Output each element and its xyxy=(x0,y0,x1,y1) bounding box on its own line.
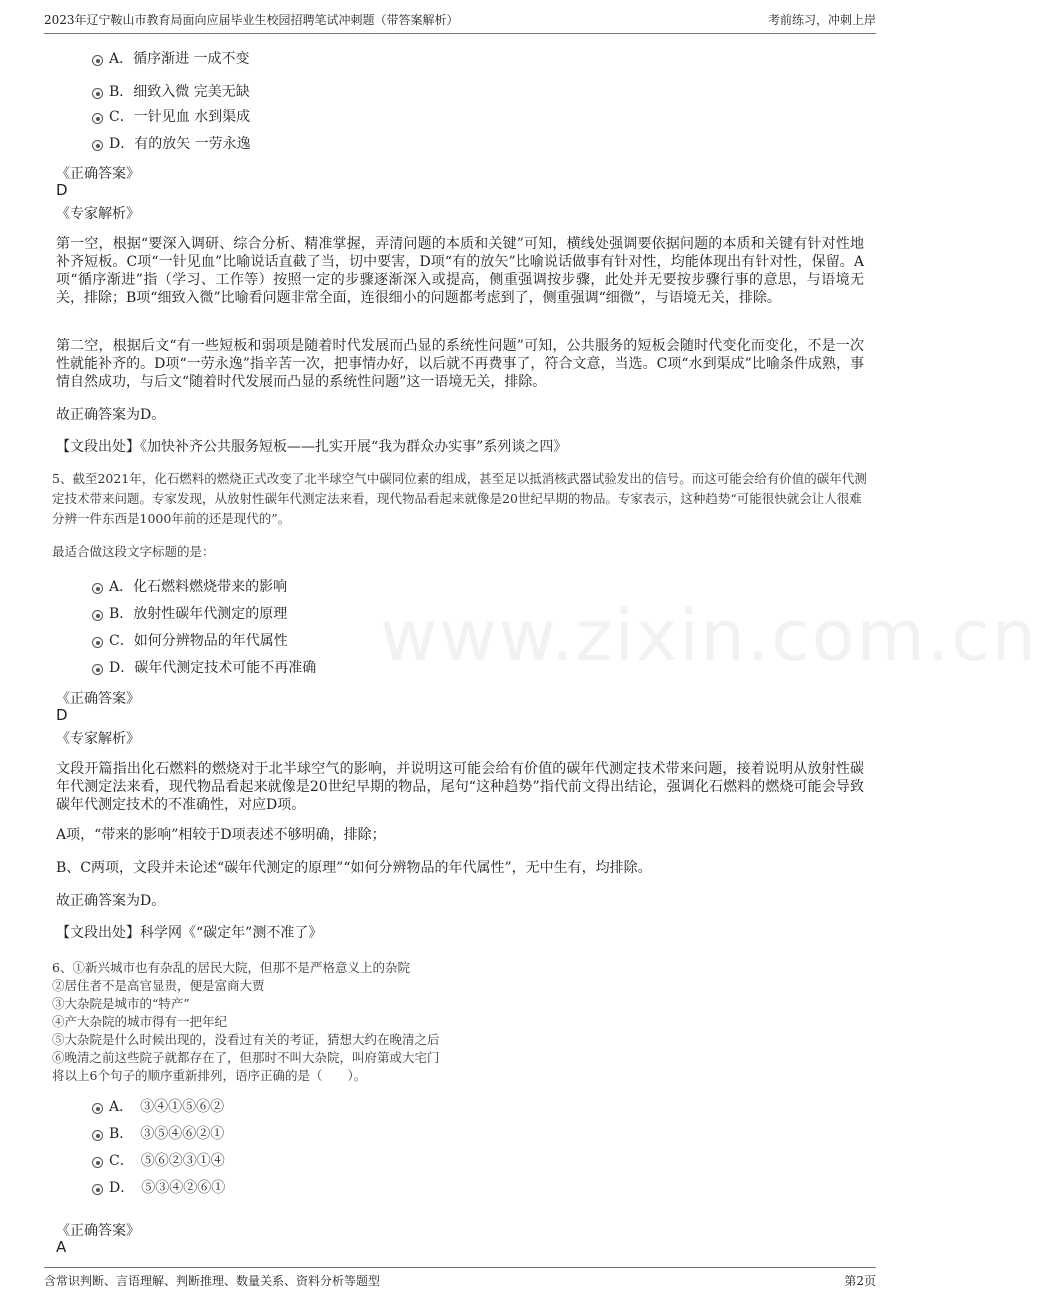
page-number: 第2页 xyxy=(844,1274,876,1288)
radio-icon[interactable] xyxy=(92,583,103,594)
q5-answer-label: 《正确答案》 xyxy=(56,691,140,707)
header-rule xyxy=(44,33,876,34)
q4-answer-label: 《正确答案》 xyxy=(56,166,140,182)
q5-analysis-p3: B、C两项，文段并未论述“碳年代测定的原理”“如何分辨物品的年代属性”，无中生有，均排除。 xyxy=(56,860,652,876)
q6-line-1: 6、①新兴城市也有杂乱的居民大院，但那不是严格意义上的杂院 xyxy=(52,960,410,975)
radio-icon[interactable] xyxy=(92,637,103,648)
q6-option-b[interactable] xyxy=(92,1123,224,1145)
q4-analysis-label: 《专家解析》 xyxy=(56,206,140,222)
q6-line-3: ③大杂院是城市的“特产” xyxy=(52,996,190,1011)
q4-option-a[interactable] xyxy=(92,48,250,70)
option-text: D． ⑤③④②⑥① xyxy=(109,1180,226,1196)
radio-icon[interactable] xyxy=(92,1157,103,1168)
q5-option-b[interactable] xyxy=(92,603,287,625)
radio-icon[interactable] xyxy=(92,55,103,66)
q4-conclusion: 故正确答案为D。 xyxy=(56,407,166,423)
q4-analysis-p1: 第一空，根据“要深入调研、综合分析、精准掌握，弄清问题的本质和关键”可知，横线处强调要依据问题的本质和关键有针对性地补齐短板。C项“一针见血”比喻说话直截了当，切中要害，D项“有的放矢”比喻说话做事有针对性，均能体现出有针对性，保留。A项“循序渐进”指（学习、工作等）按照一定的步骤逐渐深入或提高，侧重强调按步骤，此处并无要按步骤行事的意思，与语境无关，排除；B项“细致入微”比喻看问题非常全面，连很细小的问题都考虑到了，侧重强调“细微”，与语境无关，排除。 xyxy=(56,236,864,306)
q4-source: 【文段出处】《加快补齐公共服务短板——扎实开展“我为群众办实事”系列谈之四》 xyxy=(56,439,568,455)
q5-answer: D xyxy=(56,706,68,724)
option-text: B．放射性碳年代测定的原理 xyxy=(109,606,288,622)
radio-icon[interactable] xyxy=(92,1103,103,1114)
option-text: B．细致入微 完美无缺 xyxy=(109,84,250,100)
radio-icon[interactable] xyxy=(92,1184,103,1195)
q4-option-c[interactable] xyxy=(92,106,250,128)
radio-icon[interactable] xyxy=(92,88,103,99)
radio-icon[interactable] xyxy=(92,610,103,621)
q4-option-b[interactable] xyxy=(92,81,250,103)
option-text: C． ⑤⑥②③①④ xyxy=(109,1153,225,1169)
q6-option-a[interactable] xyxy=(92,1096,224,1118)
option-text: C．一针见血 水到渠成 xyxy=(109,109,251,125)
q5-analysis-p1: 文段开篇指出化石燃料的燃烧对于北半球空气的影响，并说明这可能会给有价值的碳年代测定技术带来问题，接着说明从放射性碳年代测定法来看，现代物品看起来就像是20世纪早期的物品，尾句“这种趋势”指代前文得出结论，强调化石燃料的燃烧可能会导致碳年代测定技术的不准确性，对应D项。 xyxy=(56,761,864,813)
q6-line-5: ⑤大杂院是什么时候出现的，没看过有关的考证，猜想大约在晚清之后 xyxy=(52,1032,440,1047)
footer-description: 含常识判断、言语理解、判断推理、数量关系、资料分析等题型 xyxy=(44,1274,381,1288)
q6-line-6: ⑥晚清之前这些院子就都存在了，但那时不叫大杂院，叫府第或大宅门 xyxy=(52,1050,440,1065)
option-text: B． ③⑤④⑥②① xyxy=(109,1126,225,1142)
q5-source: 【文段出处】科学网《“碳定年”测不准了》 xyxy=(56,925,323,941)
watermark: www.zixin.com.cn xyxy=(380,595,1038,677)
q6-line-2: ②居住者不是高官显贵，便是富商大贾 xyxy=(52,978,265,993)
q6-answer-label: 《正确答案》 xyxy=(56,1223,140,1239)
radio-icon[interactable] xyxy=(92,140,103,151)
q6-line-4: ④产大杂院的城市得有一把年纪 xyxy=(52,1014,228,1029)
q4-option-d[interactable] xyxy=(92,133,251,155)
q5-option-a[interactable] xyxy=(92,576,287,598)
q6-option-d[interactable] xyxy=(92,1177,225,1199)
option-text: C．如何分辨物品的年代属性 xyxy=(109,633,288,649)
radio-icon[interactable] xyxy=(92,113,103,124)
q4-analysis-p2: 第二空，根据后文“有一些短板和弱项是随着时代发展而凸显的系统性问题”可知，公共服务的短板会随时代变化而变化，不是一次性就能补齐的。D项“一劳永逸”指辛苦一次，把事情办好，以后就不再费事了，符合文意，当选。C项“水到渠成”比喻条件成熟，事情自然成功，与后文“随着时代发展而凸显的系统性问题”这一语境无关，排除。 xyxy=(56,338,864,390)
footer-rule xyxy=(44,1267,876,1268)
page-header xyxy=(0,0,920,36)
option-text: A．循序渐进 一成不变 xyxy=(109,51,250,67)
q5-analysis-p2: A项，“带来的影响”相较于D项表述不够明确，排除； xyxy=(56,827,386,843)
q5-analysis-label: 《专家解析》 xyxy=(56,731,140,747)
page-footer xyxy=(0,1264,920,1302)
q6-question: 将以上6个句子的顺序重新排列，语序正确的是（ ）。 xyxy=(52,1068,367,1083)
q5-option-c[interactable] xyxy=(92,630,288,652)
q5-stem: 5、截至2021年，化石燃料的燃烧正式改变了北半球空气中碳同位素的组成，甚至足以抵消核武器试验发出的信号。而这可能会给有价值的碳年代测定技术带来问题。专家发现，从放射性碳年代测定法来看，现代物品看起来就像是20世纪早期的物品。专家表示，这种趋势“可能很快就会让人很难分辨一件东西是1000年前的还是现代的”。 xyxy=(52,471,867,526)
q4-answer: D xyxy=(56,181,68,199)
option-text: A． ③④①⑤⑥② xyxy=(109,1099,225,1115)
radio-icon[interactable] xyxy=(92,1130,103,1141)
q6-answer: A xyxy=(56,1238,67,1256)
q5-option-d[interactable] xyxy=(92,657,316,679)
document-title: 2023年辽宁鞍山市教育局面向应届毕业生校园招聘笔试冲刺题（带答案解析） xyxy=(44,13,459,27)
radio-icon[interactable] xyxy=(92,664,103,675)
q5-question: 最适合做这段文字标题的是： xyxy=(52,544,215,559)
header-slogan: 考前练习，冲刺上岸 xyxy=(767,13,876,27)
q6-option-c[interactable] xyxy=(92,1150,225,1172)
q5-conclusion: 故正确答案为D。 xyxy=(56,893,166,909)
option-text: D．有的放矢 一劳永逸 xyxy=(109,136,251,152)
option-text: D．碳年代测定技术可能不再准确 xyxy=(109,660,317,676)
option-text: A．化石燃料燃烧带来的影响 xyxy=(109,579,288,595)
